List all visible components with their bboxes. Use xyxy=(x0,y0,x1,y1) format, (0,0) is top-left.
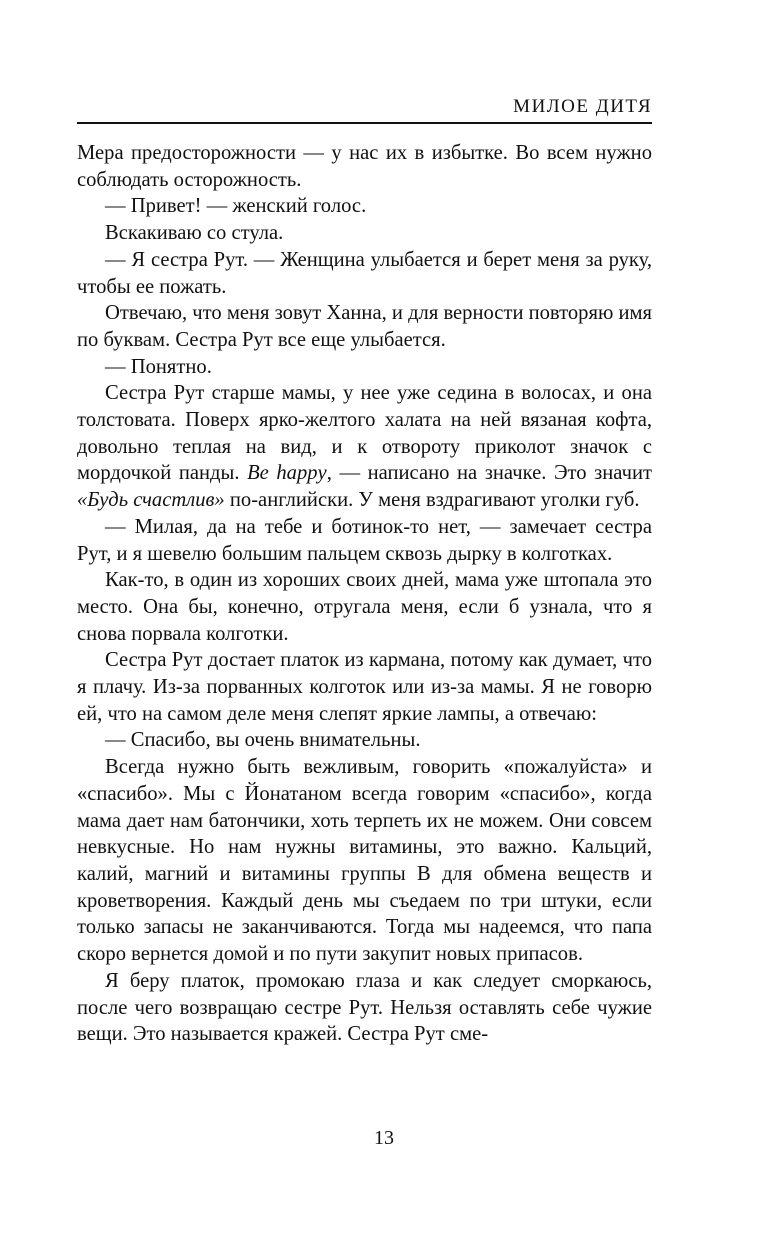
paragraph-10: Сестра Рут достает платок из кармана, потому как думает, что я плачу. Из-за порванных колготок или из-за мамы. Я не говорю ей, что на самом деле меня слепят яркие лампы, а отвечаю: xyxy=(77,649,652,725)
badge-text-translation: «Будь счастлив» xyxy=(77,489,225,512)
paragraph-7-part-c: , — написано на значке. Это значит xyxy=(326,462,653,485)
header-rule xyxy=(77,122,652,124)
paragraph-1: Мера предосторожности — у нас их в избытке. Во всем нужно соблюдать осторожность. xyxy=(77,142,652,191)
paragraph-6: — Понятно. xyxy=(105,355,212,378)
page-number: 13 xyxy=(374,1127,394,1149)
paragraph-9: Как-то, в один из хороших своих дней, мама уже штопала это место. Она бы, конечно, отругала меня, если б узнала, что я снова порвала колготки. xyxy=(77,569,652,645)
paragraph-8: — Милая, да на тебе и ботинок-то нет, — замечает сестра Рут, и я шевелю большим пальцем сквозь дырку в колготках. xyxy=(77,515,652,565)
paragraph-11: — Спасибо, вы очень внимательны. xyxy=(105,729,421,752)
paragraph-4: — Я сестра Рут. — Женщина улыбается и берет меня за руку, чтобы ее пожать. xyxy=(77,248,652,298)
running-title: МИЛОЕ ДИТЯ xyxy=(513,96,652,117)
paragraph-7-part-a: Сестра Рут старше мамы, у нее уже седина в волосах, и она толстовата. Поверх ярко-желтого халата на ней вязаная кофта, довольно теплая на вид, и к отвороту приколот значок с мордочкой панды. xyxy=(77,382,652,485)
paragraph-5: Отвечаю, что меня зовут Ханна, и для верности повторяю имя по буквам. Сестра Рут все еще улыбается. xyxy=(77,302,653,351)
paragraph-3: Вскакиваю со стула. xyxy=(105,222,284,245)
paragraph-7 xyxy=(77,380,652,514)
paragraph-13: Я беру платок, промокаю глаза и как следует сморкаюсь, после чего возвращаю сестре Рут. Нельзя оставлять себе чужие вещи. Это называется кражей. Сестра Рут сме- xyxy=(77,969,652,1046)
paragraph-7-part-e: по-английски. У меня вздрагивают уголки губ. xyxy=(224,489,640,512)
paragraph-2: — Привет! — женский голос. xyxy=(105,195,367,218)
paragraph-12: Всегда нужно быть вежливым, говорить «пожалуйста» и «спасибо». Мы с Йонатаном всегда говорим «спасибо», когда мама дает нам батончики, хоть терпеть их не можем. Они совсем невкусные. Но нам нужны витамины, это важно. Кальций, калий, магний и витамины группы B для обмена веществ и кроветворения. Каждый день мы съедаем по три штуки, если только запасы не заканчиваются. Тогда мы надеемся, что папа скоро вернется домой и по пути закупит новых припасов. xyxy=(77,756,652,966)
badge-text-english: Be happy xyxy=(247,462,327,485)
body-text xyxy=(77,140,652,1048)
